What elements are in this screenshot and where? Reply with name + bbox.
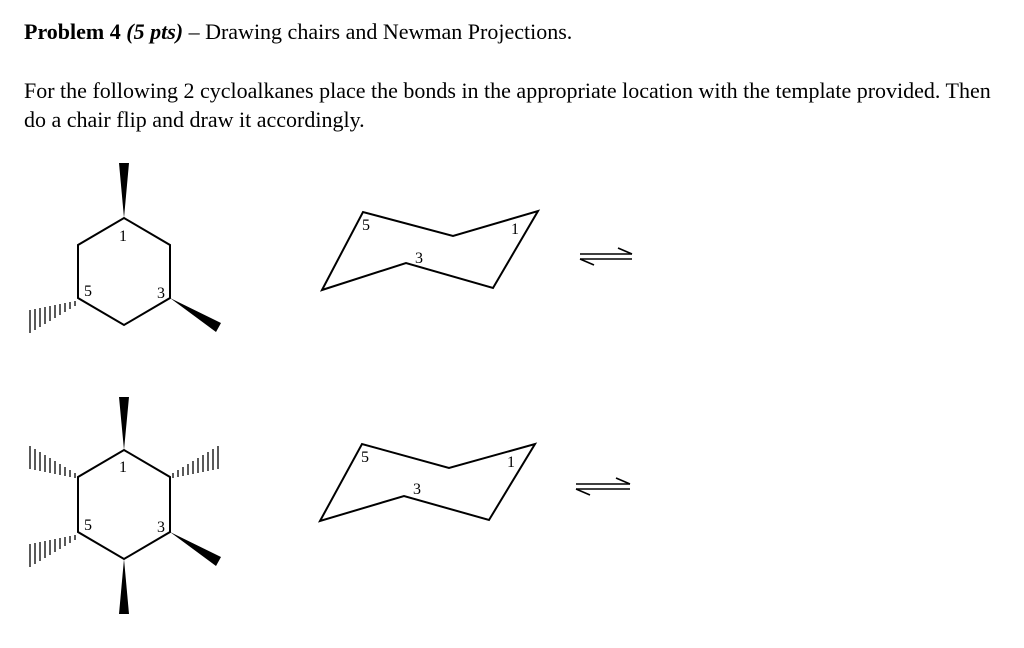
molecule1-chair-label-3: 3 bbox=[415, 250, 423, 267]
molecule2-c1-wedge-bond bbox=[119, 397, 129, 450]
molecule2-c2-hash-bond bbox=[173, 446, 218, 478]
molecule2-label-c5: 5 bbox=[84, 517, 92, 534]
molecule2-chair-label-3: 3 bbox=[413, 481, 421, 498]
molecule2-chair-label-1: 1 bbox=[507, 454, 515, 471]
problem-instructions: For the following 2 cycloalkanes place the bonds in the appropriate location with the template provided. Then do a chair flip and draw it accordingly. bbox=[24, 78, 991, 132]
molecule2-chair-ring bbox=[320, 444, 535, 521]
molecule1-hexagon-structure bbox=[30, 163, 221, 333]
molecule1-chair-label-1: 1 bbox=[511, 221, 519, 238]
molecule2-equilibrium-arrow-icon bbox=[576, 478, 630, 495]
molecule1-label-c5: 5 bbox=[84, 283, 92, 300]
molecule2-label-c1: 1 bbox=[119, 459, 127, 476]
molecule2-c6-hash-bond bbox=[30, 446, 75, 478]
molecule1-label-c1: 1 bbox=[119, 228, 127, 245]
molecule2-c3-wedge-bond bbox=[170, 532, 221, 566]
title-dash: – bbox=[188, 19, 200, 44]
problem-points: (5 pts) bbox=[126, 19, 184, 44]
molecule2-label-c3: 3 bbox=[157, 519, 165, 536]
molecule1-chair-ring bbox=[322, 211, 538, 290]
molecule2-bottom-wedge-bond bbox=[119, 559, 129, 614]
molecule1-label-c3: 3 bbox=[157, 285, 165, 302]
molecule2-c5-hash-bond bbox=[30, 535, 75, 567]
molecule2-hexagon-structure bbox=[30, 397, 221, 614]
problem-heading: Drawing chairs and Newman Projections. bbox=[205, 19, 573, 44]
molecule2-chair-label-5: 5 bbox=[361, 449, 369, 466]
molecule1-c3-wedge-bond bbox=[170, 298, 221, 332]
molecule1-equilibrium-arrow-icon bbox=[580, 248, 632, 265]
problem-label: Problem 4 bbox=[24, 19, 121, 44]
molecule2-chair-template bbox=[320, 444, 535, 521]
molecule1-c5-hash-bond bbox=[30, 301, 75, 333]
molecule1-c1-wedge-bond bbox=[119, 163, 129, 218]
molecule1-chair-label-5: 5 bbox=[362, 217, 370, 234]
molecule1-chair-template bbox=[322, 211, 538, 290]
